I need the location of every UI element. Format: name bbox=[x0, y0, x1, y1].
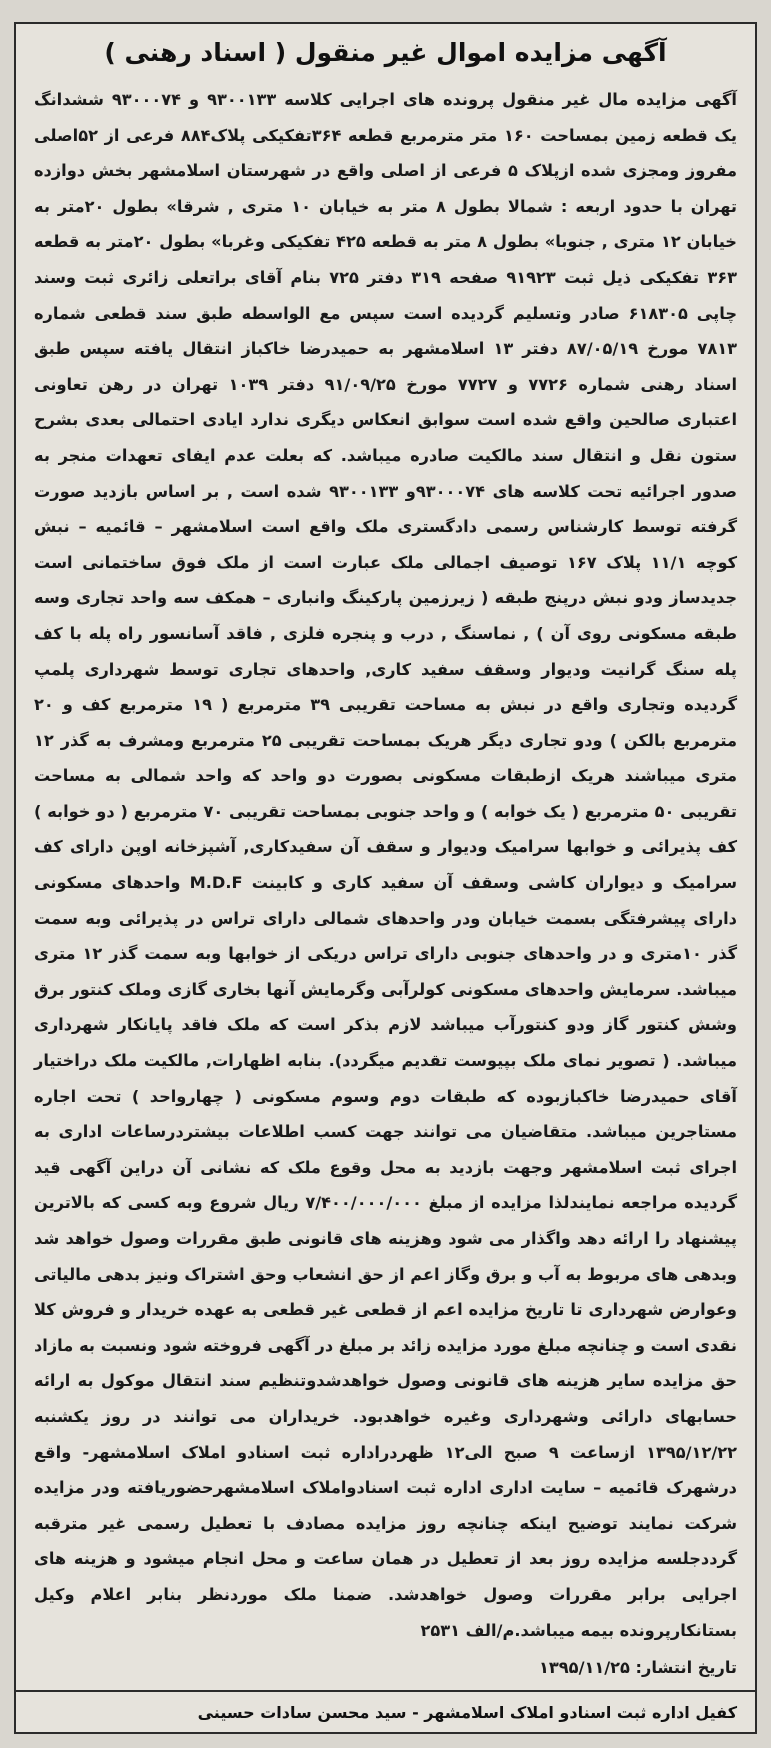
notice-title: آگهی مزایده اموال غیر منقول ( اسناد رهنی ) bbox=[104, 38, 667, 67]
signature: کفیل اداره ثبت اسنادو املاک اسلامشهر - سید محسن سادات حسینی bbox=[197, 1703, 737, 1723]
publish-date: تاریخ انتشار: ۱۳۹۵/۱۱/۲۵ bbox=[539, 1658, 737, 1678]
notice-body: آگهی مزایده مال غیر منقول پرونده های اجرایی کلاسه ۹۳۰۰۱۳۳ و ۹۳۰۰۰۷۴ ششدانگ یک قطعه زمین بمساحت ۱۶۰ متر مترمربع قطعه ۳۶۴تفکیکی پلاک۸۸۴ فرعی از ۵۲اصلی مفروز ومجزی شده ازپلاک ۵ فرعی از اصلی واقع در شهرستان اسلامشهر بخش دوازده تهران با حدود اربعه : شمالا بطول ۸ متر به خیابان ۱۰ متری , شرقا» بطول ۲۰متر به خیابان ۱۲ متری , جنوبا» بطول ۸ متر به قطعه ۴۲۵ تفکیکی وغربا» بطول ۲۰متر به قطعه ۳۶۳ تفکیکی ذیل ثبت ۹۱۹۲۳ صفحه ۳۱۹ دفتر ۷۲۵ بنام آقای براتعلی زائری ثبت وسند چاپی ۶۱۸۳۰۵ صادر وتسلیم گردیده است سپس مع الواسطه طبق سند قطعی شماره ۷۸۱۳ مورخ ۸۷/۰۵/۱۹ دفتر ۱۳ اسلامشهر به حمیدرضا خاکباز انتقال یافته سپس طبق اسناد رهنی شماره ۷۷۲۶ و ۷۷۲۷ مورخ ۹۱/۰۹/۲۵ دفتر ۱۰۳۹ تهران در رهن تعاونی اعتباری صالحین واقع شده است سوابق انعکاس دیگری ندارد ایادی احتمالی بعدی بشرح ستون نقل و انتقال سند مالکیت صادره میباشد. که بعلت عدم ایفای تعهدات منجر به صدور اجرائیه تحت کلاسه های ۹۳۰۰۰۷۴و ۹۳۰۰۱۳۳ شده است , بر اساس بازدید صورت گرفته توسط کارشناس رسمی دادگستری ملک واقع است اسلامشهر – قائمیه – نبش کوچه ۱۱/۱ پلاک ۱۶۷ توصیف اجمالی ملک عبارت است از ملک فوق ساختمانی است جدیدساز ودو نبش درپنج طبقه ( زیرزمین پارکینگ وانباری – همکف سه واحد تجاری وسه طبقه مسکونی روی آن ) , نماسنگ , درب و پنجره فلزی , فاقد آسانسور راه پله با کف پله سنگ گرانیت ودیوار وسقف سفید کاری, واحدهای تجاری توسط شهرداری پلمپ گردیده وتجاری واقع در نبش به مساحت تقریبی ۳۹ مترمربع ( ۱۹ مترمربع کف و ۲۰ مترمربع بالکن ) ودو تجاری دیگر هریک بمساحت تقریبی ۲۵ مترمربع ومشرف به گذر ۱۲ متری میباشند هریک ازطبقات مسکونی بصورت دو واحد که واحد شمالی به مساحت تقریبی ۵۰ مترمربع ( یک خوابه ) و واحد جنوبی بمساحت تقریبی ۷۰ مترمربع ( دو خوابه ) کف پذیرائی و خوابها سرامیک ودیوار و سقف آن سفیدکاری, آشپزخانه اوپن دارای کف سرامیک و دیواران کاشی وسقف آن سفید کاری و کابینت M.D.F واحدهای مسکونی دارای پیشرفتگی بسمت خیابان ودر واحدهای شمالی دارای تراس در پذیرائی وبه سمت گذر ۱۰متری و در واحدهای جنوبی دارای تراس دریکی از خوابها وبه سمت گذر ۱۲ متری میباشد. سرمایش واحدهای مسکونی کولرآبی وگرمایش آنها بخاری گازی وملک کنتور برق وشش کنتور گاز ودو کنتورآب میباشد لازم بذکر است که ملک فاقد پایانکار شهرداری میباشد. ( تصویر نمای ملک بپیوست تقدیم میگردد). بنابه اظهارات, مالکیت ملک دراختیار آقای حمیدرضا خاکبازبوده که طبقات دوم وسوم مسکونی ( چهارواحد ) تحت اجاره مستاجرین میباشد. متقاضیان می توانند جهت کسب اطلاعات بیشتردرساعات اداری به اجرای ثبت اسلامشهر وجهت بازدید به محل وقوع ملک که نشانی آن دراین آگهی قید گردیده مراجعه نمایندلذا مزایده از مبلغ ۷/۴۰۰/۰۰۰/۰۰۰ ریال شروع وبه کسی که بالاترین پیشنهاد را ارائه دهد واگذار می شود وهزینه های قانونی طبق مقررات وصول خواهد شد وبدهی های مربوط به آب و برق وگاز اعم از حق انشعاب وحق اشتراک ونیز بدهی مالیاتی وعوارض شهرداری تا تاریخ مزایده اعم از قطعی غیر قطعی به عهده خریدار و فروش کلا نقدی است و چنانچه مبلغ مورد مزایده زائد بر مبلغ در آگهی فروخته شود ونسبت به مازاد حق مزایده سایر هزینه های قانونی وصول خواهدشدوتنظیم سند انتقال موکول به ارائه حسابهای دارائی وشهرداری وغیره خواهدبود. خریداران می توانند در روز یکشنبه ۱۳۹۵/۱۲/۲۲ ازساعت ۹ صبح الی۱۲ ظهردراداره ثبت اسنادو املاک اسلامشهر- واقع درشهرک قائمیه – سایت اداری اداره ثبت اسنادواملاک اسلامشهرحضوریافته ودر مزایده شرکت نمایند توضیح اینکه چنانچه روز مزایده مصادف با تعطیل رسمی غیر مترقبه گرددجلسه مزایده روز بعد از تعطیل در همان ساعت و محل انجام میشود و هزینه های اجرایی برابر مقررات وصول خواهدشد. ضمنا ملک موردنظر بنابر اعلام وکیل بستانکارپرونده بیمه میباشد.م/الف ۲۵۳۱ bbox=[34, 90, 738, 1640]
auction-notice bbox=[14, 22, 757, 1734]
divider bbox=[16, 1690, 755, 1692]
